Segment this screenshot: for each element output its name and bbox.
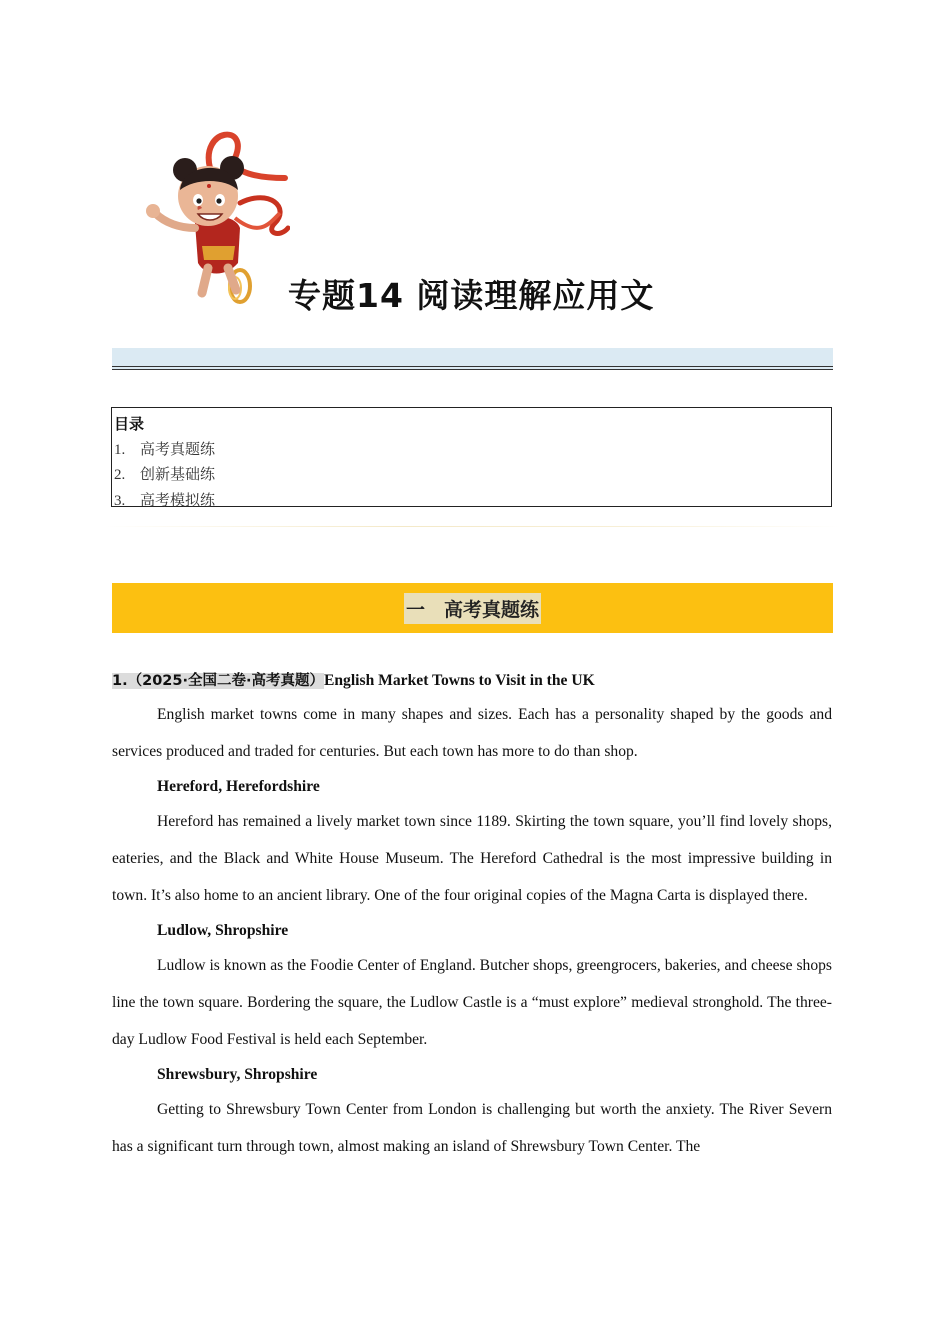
town-paragraph: Getting to Shrewsbury Town Center from London is challenging but worth the anxiety. The River Severn has a significant turn through town, almost making an island of Shrewsbury Town Center. The <box>112 1101 832 1155</box>
toc-item-label: 创新基础练 <box>140 465 216 483</box>
passage-title: English Market Towns to Visit in the UK <box>323 672 595 689</box>
toc-item-label: 高考模拟练 <box>140 490 216 509</box>
question-body <box>112 666 832 1165</box>
town-heading: Hereford, Herefordshire <box>157 778 320 795</box>
passage-intro: English market towns come in many shapes and sizes. Each has a personality shaped by the goods and services produced and traded for centuries. But each town has more to do than shop. <box>112 706 832 760</box>
town-paragraph: Ludlow is known as the Foodie Center of England. Butcher shops, greengrocers, bakeries, and cheese shops line the town square. Bordering the square, the Ludlow Castle is a “must explore” medieval stronghold. The three-day Ludlow Food Festival is held each September. <box>112 957 832 1048</box>
mascot-illustration <box>140 128 290 310</box>
section-title: 一 高考真题练 <box>404 593 541 624</box>
toc-item[interactable]: 3. 高考模拟练 <box>114 490 216 509</box>
town-heading: Shrewsbury, Shropshire <box>157 1066 318 1083</box>
title-divider <box>112 348 833 370</box>
toc-item[interactable]: 2. 创新基础练 <box>114 465 216 483</box>
document-title: 专题14 阅读理解应用文 <box>288 276 655 315</box>
table-of-contents <box>111 407 832 507</box>
toc-item[interactable]: 1. 高考真题练 <box>114 439 216 458</box>
toc-item-label: 高考真题练 <box>140 439 216 458</box>
divider <box>104 526 842 527</box>
town-paragraph: Hereford has remained a lively market town since 1189. Skirting the town square, you’ll find lovely shops, eateries, and the Black and White House Museum. The Hereford Cathedral is the most impressive building in town. It’s also home to an ancient library. One of the four original copies of the Magna Carta is displayed there. <box>112 813 832 904</box>
toc-heading: 目录 <box>114 415 145 433</box>
question-source: 1.（2025·全国二卷·高考真题） <box>112 673 324 689</box>
section-header <box>112 583 833 633</box>
question-heading <box>112 666 832 696</box>
town-heading: Ludlow, Shropshire <box>157 922 289 939</box>
